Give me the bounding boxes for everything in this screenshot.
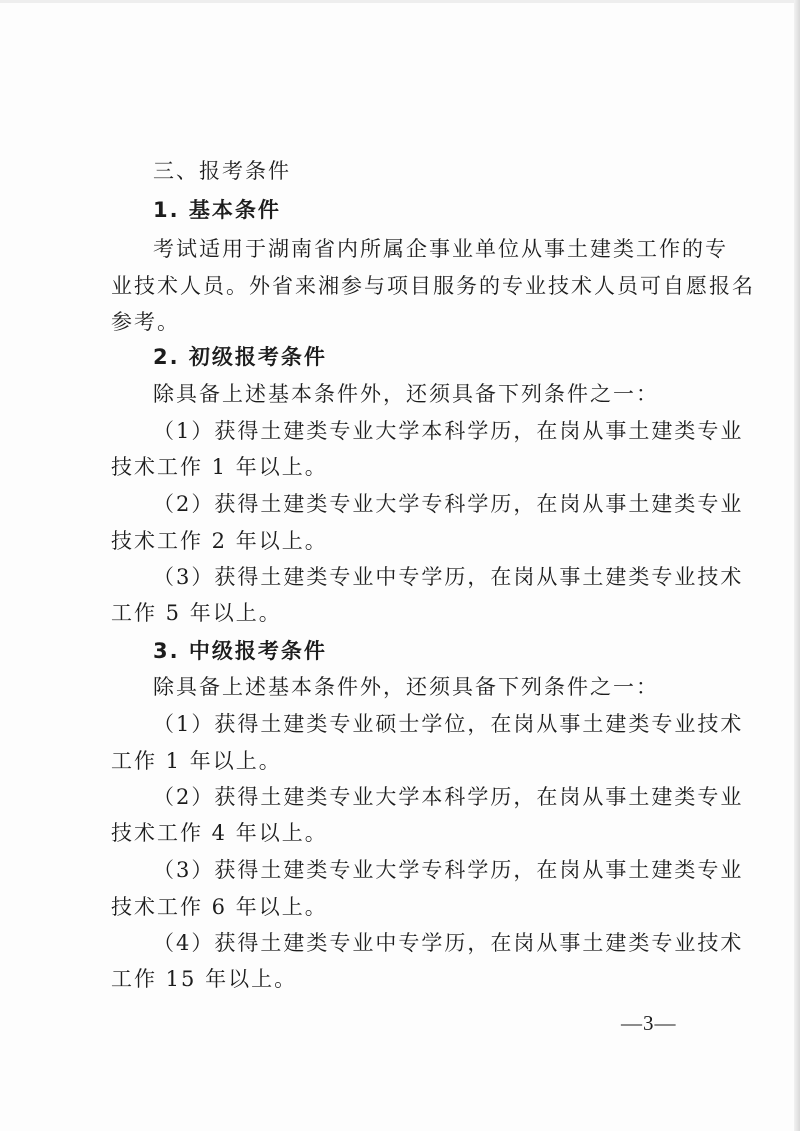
junior-conditions-heading: 2. 初级报考条件 — [153, 345, 327, 369]
condition-item: （1）获得土建类专业大学本科学历，在岗从事土建类专业 — [153, 419, 744, 443]
paragraph-line: 业技术人员。外省来湘参与项目服务的专业技术人员可自愿报名 — [111, 274, 755, 298]
condition-item: （3）获得土建类专业中专学历，在岗从事土建类专业技术 — [153, 565, 744, 589]
paragraph-line: 考试适用于湖南省内所属企事业单位从事土建类工作的专 — [153, 237, 728, 261]
paragraph-line: 参考。 — [111, 310, 180, 334]
condition-item: （2）获得土建类专业大学本科学历，在岗从事土建类专业 — [153, 785, 744, 809]
condition-item: （4）获得土建类专业中专学历，在岗从事土建类专业技术 — [153, 931, 744, 955]
condition-item-continuation: 技术工作 4 年以上。 — [111, 821, 328, 845]
section-title: 三、报考条件 — [153, 159, 291, 183]
condition-item-continuation: 技术工作 2 年以上。 — [111, 529, 328, 553]
condition-item-continuation: 工作 15 年以上。 — [111, 967, 298, 991]
condition-item-continuation: 技术工作 1 年以上。 — [111, 455, 328, 479]
scan-edge-top — [0, 0, 800, 3]
condition-item: （3）获得土建类专业大学专科学历，在岗从事土建类专业 — [153, 858, 744, 882]
condition-item: （1）获得土建类专业硕士学位，在岗从事土建类专业技术 — [153, 712, 744, 736]
condition-item-continuation: 工作 5 年以上。 — [111, 601, 282, 625]
intermediate-intro: 除具备上述基本条件外，还须具备下列条件之一： — [153, 675, 659, 699]
intermediate-conditions-heading: 3. 中级报考条件 — [153, 639, 327, 663]
condition-item-continuation: 技术工作 6 年以上。 — [111, 895, 328, 919]
page-number: —3— — [621, 1011, 677, 1035]
scan-edge-right — [794, 0, 800, 1131]
condition-item-continuation: 工作 1 年以上。 — [111, 749, 282, 773]
junior-intro: 除具备上述基本条件外，还须具备下列条件之一： — [153, 382, 659, 406]
basic-conditions-heading: 1. 基本条件 — [153, 198, 281, 222]
condition-item: （2）获得土建类专业大学专科学历，在岗从事土建类专业 — [153, 492, 744, 516]
